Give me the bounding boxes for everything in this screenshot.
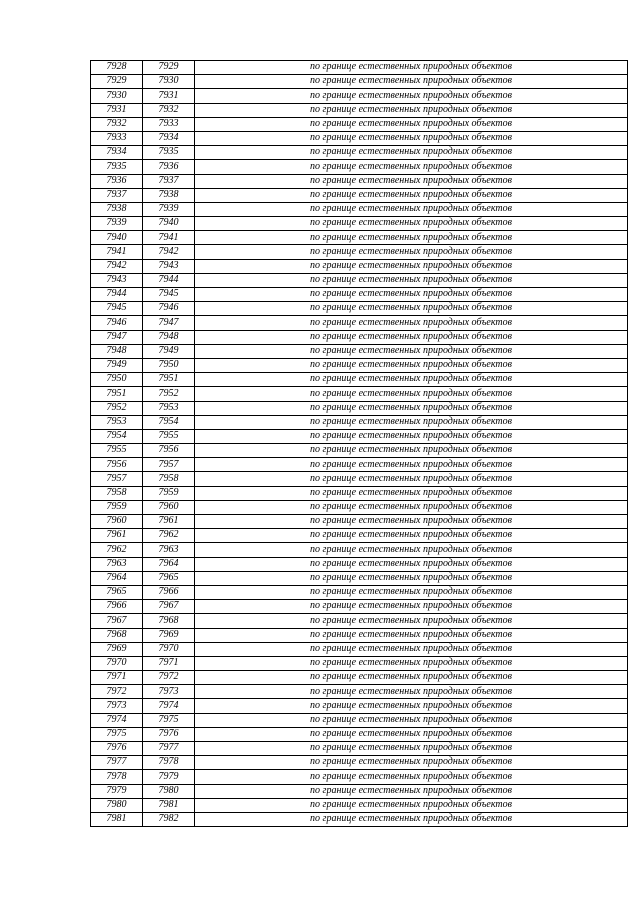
from-point-cell: 7974 <box>91 713 143 727</box>
to-point-cell: 7966 <box>143 585 195 599</box>
to-point-cell: 7965 <box>143 571 195 585</box>
boundary-description-cell: по границе естественных природных объектов <box>195 429 628 443</box>
from-point-cell: 7977 <box>91 756 143 770</box>
table-row <box>91 571 628 585</box>
table-row <box>91 543 628 557</box>
table-row <box>91 671 628 685</box>
table-row <box>91 585 628 599</box>
table-row <box>91 515 628 529</box>
to-point-cell: 7963 <box>143 543 195 557</box>
table-row <box>91 188 628 202</box>
from-point-cell: 7951 <box>91 387 143 401</box>
table-row <box>91 117 628 131</box>
from-point-cell: 7965 <box>91 585 143 599</box>
table-row <box>91 316 628 330</box>
to-point-cell: 7964 <box>143 557 195 571</box>
table-row <box>91 656 628 670</box>
boundary-description-cell: по границе естественных природных объектов <box>195 174 628 188</box>
from-point-cell: 7975 <box>91 727 143 741</box>
to-point-cell: 7970 <box>143 642 195 656</box>
table-row <box>91 217 628 231</box>
from-point-cell: 7960 <box>91 515 143 529</box>
boundary-description-cell: по границе естественных природных объектов <box>195 89 628 103</box>
to-point-cell: 7930 <box>143 75 195 89</box>
boundary-description-cell: по границе естественных природных объектов <box>195 614 628 628</box>
to-point-cell: 7941 <box>143 231 195 245</box>
boundary-description-cell: по границе естественных природных объектов <box>195 500 628 514</box>
to-point-cell: 7946 <box>143 302 195 316</box>
boundary-description-cell: по границе естественных природных объектов <box>195 358 628 372</box>
to-point-cell: 7971 <box>143 656 195 670</box>
table-row <box>91 401 628 415</box>
to-point-cell: 7979 <box>143 770 195 784</box>
table-row <box>91 713 628 727</box>
from-point-cell: 7946 <box>91 316 143 330</box>
table-row <box>91 472 628 486</box>
boundary-description-cell: по границе естественных природных объектов <box>195 316 628 330</box>
from-point-cell: 7936 <box>91 174 143 188</box>
table-row <box>91 302 628 316</box>
from-point-cell: 7930 <box>91 89 143 103</box>
boundary-description-cell: по границе естественных природных объектов <box>195 529 628 543</box>
to-point-cell: 7958 <box>143 472 195 486</box>
boundary-description-cell: по границе естественных природных объектов <box>195 160 628 174</box>
from-point-cell: 7947 <box>91 330 143 344</box>
boundary-description-cell: по границе естественных природных объектов <box>195 245 628 259</box>
table-row <box>91 798 628 812</box>
from-point-cell: 7980 <box>91 798 143 812</box>
table-row <box>91 557 628 571</box>
boundary-description-cell: по границе естественных природных объектов <box>195 770 628 784</box>
to-point-cell: 7934 <box>143 131 195 145</box>
boundary-description-cell: по границе естественных природных объектов <box>195 742 628 756</box>
table-row <box>91 756 628 770</box>
table-row <box>91 642 628 656</box>
to-point-cell: 7931 <box>143 89 195 103</box>
to-point-cell: 7977 <box>143 742 195 756</box>
to-point-cell: 7935 <box>143 146 195 160</box>
from-point-cell: 7961 <box>91 529 143 543</box>
to-point-cell: 7937 <box>143 174 195 188</box>
boundary-description-cell: по границе естественных природных объектов <box>195 585 628 599</box>
from-point-cell: 7939 <box>91 217 143 231</box>
boundary-description-cell: по границе естественных природных объектов <box>195 117 628 131</box>
boundary-description-cell: по границе естественных природных объектов <box>195 543 628 557</box>
from-point-cell: 7948 <box>91 344 143 358</box>
to-point-cell: 7974 <box>143 699 195 713</box>
from-point-cell: 7928 <box>91 61 143 75</box>
from-point-cell: 7967 <box>91 614 143 628</box>
table-row <box>91 89 628 103</box>
from-point-cell: 7938 <box>91 202 143 216</box>
to-point-cell: 7953 <box>143 401 195 415</box>
boundary-description-cell: по границе естественных природных объектов <box>195 61 628 75</box>
to-point-cell: 7932 <box>143 103 195 117</box>
boundary-description-cell: по границе естественных природных объектов <box>195 302 628 316</box>
from-point-cell: 7933 <box>91 131 143 145</box>
from-point-cell: 7971 <box>91 671 143 685</box>
boundary-description-cell: по границе естественных природных объектов <box>195 146 628 160</box>
table-row <box>91 160 628 174</box>
to-point-cell: 7943 <box>143 259 195 273</box>
from-point-cell: 7943 <box>91 273 143 287</box>
from-point-cell: 7941 <box>91 245 143 259</box>
from-point-cell: 7955 <box>91 444 143 458</box>
from-point-cell: 7962 <box>91 543 143 557</box>
table-row <box>91 699 628 713</box>
table-row <box>91 600 628 614</box>
from-point-cell: 7966 <box>91 600 143 614</box>
from-point-cell: 7958 <box>91 486 143 500</box>
boundary-description-cell: по границе естественных природных объектов <box>195 231 628 245</box>
from-point-cell: 7964 <box>91 571 143 585</box>
from-point-cell: 7979 <box>91 784 143 798</box>
table-row <box>91 146 628 160</box>
to-point-cell: 7975 <box>143 713 195 727</box>
from-point-cell: 7959 <box>91 500 143 514</box>
to-point-cell: 7949 <box>143 344 195 358</box>
to-point-cell: 7945 <box>143 288 195 302</box>
boundary-description-cell: по границе естественных природных объектов <box>195 202 628 216</box>
to-point-cell: 7956 <box>143 444 195 458</box>
table-body <box>91 61 628 827</box>
from-point-cell: 7963 <box>91 557 143 571</box>
to-point-cell: 7939 <box>143 202 195 216</box>
table-row <box>91 628 628 642</box>
boundary-description-cell: по границе естественных природных объектов <box>195 812 628 826</box>
to-point-cell: 7938 <box>143 188 195 202</box>
boundary-description-cell: по границе естественных природных объектов <box>195 472 628 486</box>
boundary-description-cell: по границе естественных природных объектов <box>195 373 628 387</box>
table-row <box>91 273 628 287</box>
to-point-cell: 7982 <box>143 812 195 826</box>
from-point-cell: 7937 <box>91 188 143 202</box>
from-point-cell: 7954 <box>91 429 143 443</box>
boundary-description-cell: по границе естественных природных объектов <box>195 273 628 287</box>
boundary-description-cell: по границе естественных природных объектов <box>195 557 628 571</box>
from-point-cell: 7981 <box>91 812 143 826</box>
table-row <box>91 742 628 756</box>
table-row <box>91 358 628 372</box>
from-point-cell: 7949 <box>91 358 143 372</box>
to-point-cell: 7972 <box>143 671 195 685</box>
from-point-cell: 7940 <box>91 231 143 245</box>
to-point-cell: 7981 <box>143 798 195 812</box>
table-row <box>91 444 628 458</box>
to-point-cell: 7950 <box>143 358 195 372</box>
table-row <box>91 103 628 117</box>
table-row <box>91 288 628 302</box>
boundary-points-table <box>90 60 628 827</box>
table-row <box>91 75 628 89</box>
table-row <box>91 245 628 259</box>
to-point-cell: 7955 <box>143 429 195 443</box>
to-point-cell: 7967 <box>143 600 195 614</box>
to-point-cell: 7962 <box>143 529 195 543</box>
table-row <box>91 529 628 543</box>
boundary-description-cell: по границе естественных природных объектов <box>195 727 628 741</box>
table-row <box>91 429 628 443</box>
boundary-description-cell: по границе естественных природных объектов <box>195 699 628 713</box>
table-row <box>91 415 628 429</box>
boundary-description-cell: по границе естественных природных объектов <box>195 642 628 656</box>
to-point-cell: 7957 <box>143 458 195 472</box>
boundary-description-cell: по границе естественных природных объектов <box>195 798 628 812</box>
boundary-description-cell: по границе естественных природных объектов <box>195 685 628 699</box>
boundary-description-cell: по границе естественных природных объектов <box>195 784 628 798</box>
to-point-cell: 7960 <box>143 500 195 514</box>
to-point-cell: 7940 <box>143 217 195 231</box>
table-row <box>91 231 628 245</box>
table-row <box>91 330 628 344</box>
to-point-cell: 7976 <box>143 727 195 741</box>
boundary-description-cell: по границе естественных природных объектов <box>195 600 628 614</box>
table-row <box>91 373 628 387</box>
table-row <box>91 344 628 358</box>
from-point-cell: 7935 <box>91 160 143 174</box>
to-point-cell: 7952 <box>143 387 195 401</box>
from-point-cell: 7934 <box>91 146 143 160</box>
from-point-cell: 7950 <box>91 373 143 387</box>
to-point-cell: 7936 <box>143 160 195 174</box>
to-point-cell: 7948 <box>143 330 195 344</box>
to-point-cell: 7969 <box>143 628 195 642</box>
table-row <box>91 685 628 699</box>
to-point-cell: 7973 <box>143 685 195 699</box>
boundary-description-cell: по границе естественных природных объектов <box>195 713 628 727</box>
table-row <box>91 770 628 784</box>
table-row <box>91 174 628 188</box>
table-row <box>91 614 628 628</box>
to-point-cell: 7929 <box>143 61 195 75</box>
to-point-cell: 7933 <box>143 117 195 131</box>
boundary-description-cell: по границе естественных природных объектов <box>195 75 628 89</box>
boundary-description-cell: по границе естественных природных объектов <box>195 656 628 670</box>
from-point-cell: 7956 <box>91 458 143 472</box>
from-point-cell: 7972 <box>91 685 143 699</box>
from-point-cell: 7945 <box>91 302 143 316</box>
table-row <box>91 486 628 500</box>
from-point-cell: 7931 <box>91 103 143 117</box>
boundary-description-cell: по границе естественных природных объектов <box>195 486 628 500</box>
boundary-description-cell: по границе естественных природных объектов <box>195 458 628 472</box>
boundary-description-cell: по границе естественных природных объектов <box>195 444 628 458</box>
boundary-description-cell: по границе естественных природных объектов <box>195 628 628 642</box>
to-point-cell: 7959 <box>143 486 195 500</box>
table-row <box>91 259 628 273</box>
table-row <box>91 812 628 826</box>
boundary-description-cell: по границе естественных природных объектов <box>195 515 628 529</box>
boundary-description-cell: по границе естественных природных объектов <box>195 103 628 117</box>
from-point-cell: 7968 <box>91 628 143 642</box>
from-point-cell: 7932 <box>91 117 143 131</box>
to-point-cell: 7944 <box>143 273 195 287</box>
boundary-description-cell: по границе естественных природных объектов <box>195 288 628 302</box>
from-point-cell: 7944 <box>91 288 143 302</box>
from-point-cell: 7976 <box>91 742 143 756</box>
from-point-cell: 7969 <box>91 642 143 656</box>
boundary-description-cell: по границе естественных природных объектов <box>195 387 628 401</box>
table-row <box>91 727 628 741</box>
from-point-cell: 7957 <box>91 472 143 486</box>
from-point-cell: 7953 <box>91 415 143 429</box>
from-point-cell: 7929 <box>91 75 143 89</box>
to-point-cell: 7951 <box>143 373 195 387</box>
boundary-description-cell: по границе естественных природных объектов <box>195 188 628 202</box>
to-point-cell: 7978 <box>143 756 195 770</box>
table-row <box>91 61 628 75</box>
boundary-description-cell: по границе естественных природных объектов <box>195 259 628 273</box>
to-point-cell: 7954 <box>143 415 195 429</box>
to-point-cell: 7980 <box>143 784 195 798</box>
from-point-cell: 7973 <box>91 699 143 713</box>
to-point-cell: 7942 <box>143 245 195 259</box>
boundary-description-cell: по границе естественных природных объектов <box>195 756 628 770</box>
table-row <box>91 458 628 472</box>
from-point-cell: 7952 <box>91 401 143 415</box>
boundary-description-cell: по границе естественных природных объектов <box>195 401 628 415</box>
boundary-description-cell: по границе естественных природных объектов <box>195 415 628 429</box>
boundary-description-cell: по границе естественных природных объектов <box>195 671 628 685</box>
table-row <box>91 387 628 401</box>
boundary-description-cell: по границе естественных природных объектов <box>195 330 628 344</box>
boundary-description-cell: по границе естественных природных объектов <box>195 571 628 585</box>
boundary-description-cell: по границе естественных природных объектов <box>195 217 628 231</box>
boundary-description-cell: по границе естественных природных объектов <box>195 131 628 145</box>
table-row <box>91 500 628 514</box>
to-point-cell: 7961 <box>143 515 195 529</box>
to-point-cell: 7968 <box>143 614 195 628</box>
from-point-cell: 7970 <box>91 656 143 670</box>
from-point-cell: 7942 <box>91 259 143 273</box>
table-row <box>91 131 628 145</box>
boundary-description-cell: по границе естественных природных объектов <box>195 344 628 358</box>
table-row <box>91 784 628 798</box>
from-point-cell: 7978 <box>91 770 143 784</box>
table-row <box>91 202 628 216</box>
to-point-cell: 7947 <box>143 316 195 330</box>
